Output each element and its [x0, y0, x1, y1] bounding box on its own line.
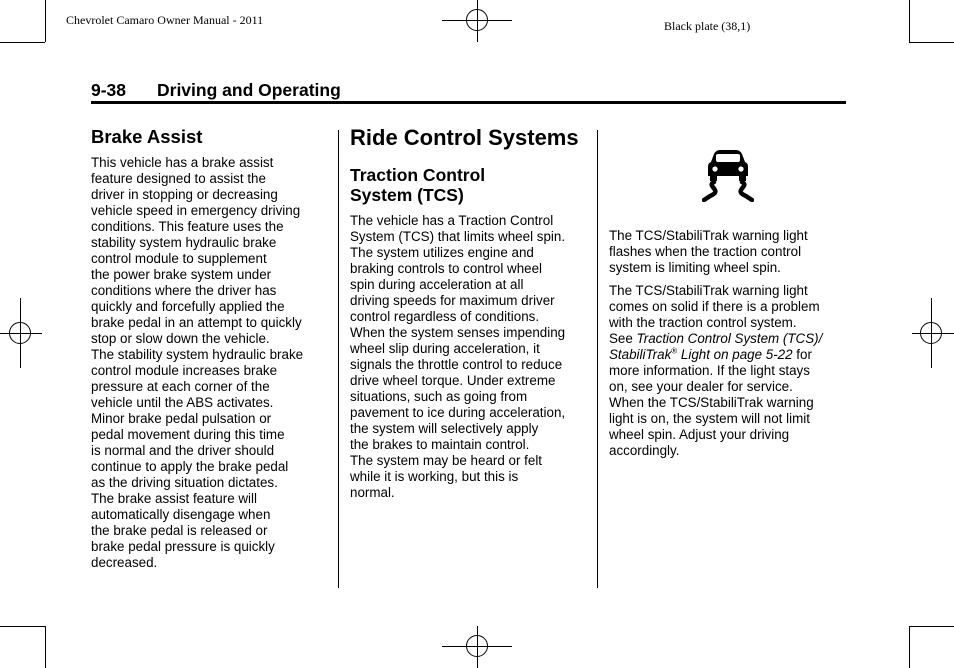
- ride-control-heading: Ride Control Systems: [350, 125, 579, 150]
- text-line: is normal and the driver should: [91, 443, 275, 458]
- text-line: light is on, the system will not limit: [609, 411, 810, 426]
- text-line: The TCS/StabiliTrak warning light: [609, 228, 808, 243]
- text-line: spin during acceleration at all: [350, 277, 524, 292]
- ride-control-column: [350, 125, 590, 501]
- registration-circle: [9, 322, 31, 344]
- text-line: vehicle speed in emergency driving: [91, 203, 301, 218]
- text-line: feature designed to assist the: [91, 171, 266, 186]
- page-number: 9-38: [91, 80, 127, 100]
- text-line: more information. If the light stays: [609, 363, 810, 378]
- text-line: brake pedal pressure is quickly: [91, 539, 275, 554]
- manual-title: Chevrolet Camaro Owner Manual - 2011: [66, 13, 264, 27]
- crop-mark: [0, 42, 45, 43]
- text-line: comes on solid if there is a problem: [609, 299, 820, 314]
- text-line: accordingly.: [609, 443, 680, 458]
- text-line: on, see your dealer for service.: [609, 379, 793, 394]
- cross-reference-link[interactable]: Traction Control System (TCS)/: [636, 331, 823, 346]
- registered-mark: ®: [671, 346, 678, 356]
- text-line: pavement to ice during acceleration,: [350, 405, 566, 420]
- text-line: vehicle until the ABS activates.: [91, 395, 274, 410]
- plate-label: Black plate (38,1): [664, 19, 751, 33]
- text-line: as the driving situation dictates.: [91, 475, 278, 490]
- text-line: Minor brake pedal pulsation or: [91, 411, 272, 426]
- text-line: conditions where the driver has: [91, 283, 277, 298]
- text-line: brake pedal in an attempt to quickly: [91, 315, 302, 330]
- tcs-subheading-line: System (TCS): [350, 185, 464, 205]
- text-line: wheel spin. Adjust your driving: [609, 427, 790, 442]
- text-line: the system will selectively apply: [350, 421, 539, 436]
- crop-mark: [0, 626, 45, 627]
- text-line: control module to supplement: [91, 251, 267, 266]
- text-line: [609, 331, 849, 347]
- crop-mark: [909, 626, 954, 627]
- tcs-light-column: [609, 228, 849, 466]
- tcs-subheading: [350, 165, 590, 205]
- text-line: quickly and forcefully applied the: [91, 299, 285, 314]
- text-line: stop or slow down the vehicle.: [91, 331, 270, 346]
- text-line: driving speeds for maximum driver: [350, 293, 555, 308]
- text-line: pressure at each corner of the: [91, 379, 270, 394]
- cross-reference-link[interactable]: StabiliTrak: [609, 347, 672, 362]
- text-line: System (TCS) that limits wheel spin.: [350, 229, 566, 244]
- column-divider: [338, 130, 339, 588]
- text-line: driver in stopping or decreasing: [91, 187, 278, 202]
- cross-reference-link[interactable]: Light on page 5-22: [677, 347, 793, 362]
- text-line: with the traction control system.: [609, 315, 797, 330]
- section-title: Driving and Operating: [157, 80, 341, 100]
- text-line: flashes when the traction control: [609, 244, 802, 259]
- text-line: decreased.: [91, 555, 158, 570]
- see-text: See: [609, 331, 637, 346]
- column-divider: [597, 130, 598, 588]
- text-line: conditions. This feature uses the: [91, 219, 284, 234]
- registration-circle: [920, 322, 942, 344]
- text-line: normal.: [350, 485, 395, 500]
- text-line: The stability system hydraulic brake: [91, 347, 304, 362]
- text-line: while it is working, but this is: [350, 469, 519, 484]
- tcs-stabilitrak-icon: [702, 148, 754, 202]
- tcs-light-paragraph: [609, 283, 849, 459]
- crop-mark: [45, 626, 46, 668]
- tcs-light-paragraph: [609, 228, 849, 276]
- crop-mark: [45, 0, 46, 42]
- crop-mark: [909, 626, 910, 668]
- text-line: pedal movement during this time: [91, 427, 285, 442]
- text-line: the power brake system under: [91, 267, 272, 282]
- brake-assist-heading: Brake Assist: [91, 126, 203, 147]
- text-line: When the system senses impending: [350, 325, 566, 340]
- registration-circle: [466, 9, 488, 31]
- text-line: continue to apply the brake pedal: [91, 459, 289, 474]
- crop-mark: [909, 42, 954, 43]
- text-line: The system may be heard or felt: [350, 453, 543, 468]
- brake-assist-column: [91, 127, 331, 571]
- text-fragment: for: [792, 347, 812, 362]
- text-line: control module increases brake: [91, 363, 278, 378]
- brake-assist-body: [91, 155, 331, 571]
- running-head: [91, 80, 341, 101]
- header-rule: [91, 101, 846, 104]
- text-line: the brakes to maintain control.: [350, 437, 530, 452]
- text-line: braking controls to control wheel: [350, 261, 543, 276]
- tcs-subheading-line: Traction Control: [350, 165, 486, 185]
- text-line: The vehicle has a Traction Control: [350, 213, 554, 228]
- text-line: The system utilizes engine and: [350, 245, 534, 260]
- text-line: This vehicle has a brake assist: [91, 155, 274, 170]
- text-line: the brake pedal is released or: [91, 523, 268, 538]
- text-line: The brake assist feature will: [91, 491, 257, 506]
- text-line: system is limiting wheel spin.: [609, 260, 781, 275]
- text-line: stability system hydraulic brake: [91, 235, 277, 250]
- text-line: When the TCS/StabiliTrak warning: [609, 395, 814, 410]
- crop-mark: [909, 0, 910, 42]
- text-line: drive wheel torque. Under extreme: [350, 373, 556, 388]
- text-line: wheel slip during acceleration, it: [350, 341, 540, 356]
- text-line: [609, 347, 849, 363]
- text-line: control regardless of conditions.: [350, 309, 540, 324]
- text-line: signals the throttle control to reduce: [350, 357, 563, 372]
- text-line: automatically disengage when: [91, 507, 271, 522]
- text-line: situations, such as going from: [350, 389, 528, 404]
- registration-circle: [466, 635, 488, 657]
- text-line: The TCS/StabiliTrak warning light: [609, 283, 808, 298]
- tcs-body: [350, 213, 590, 501]
